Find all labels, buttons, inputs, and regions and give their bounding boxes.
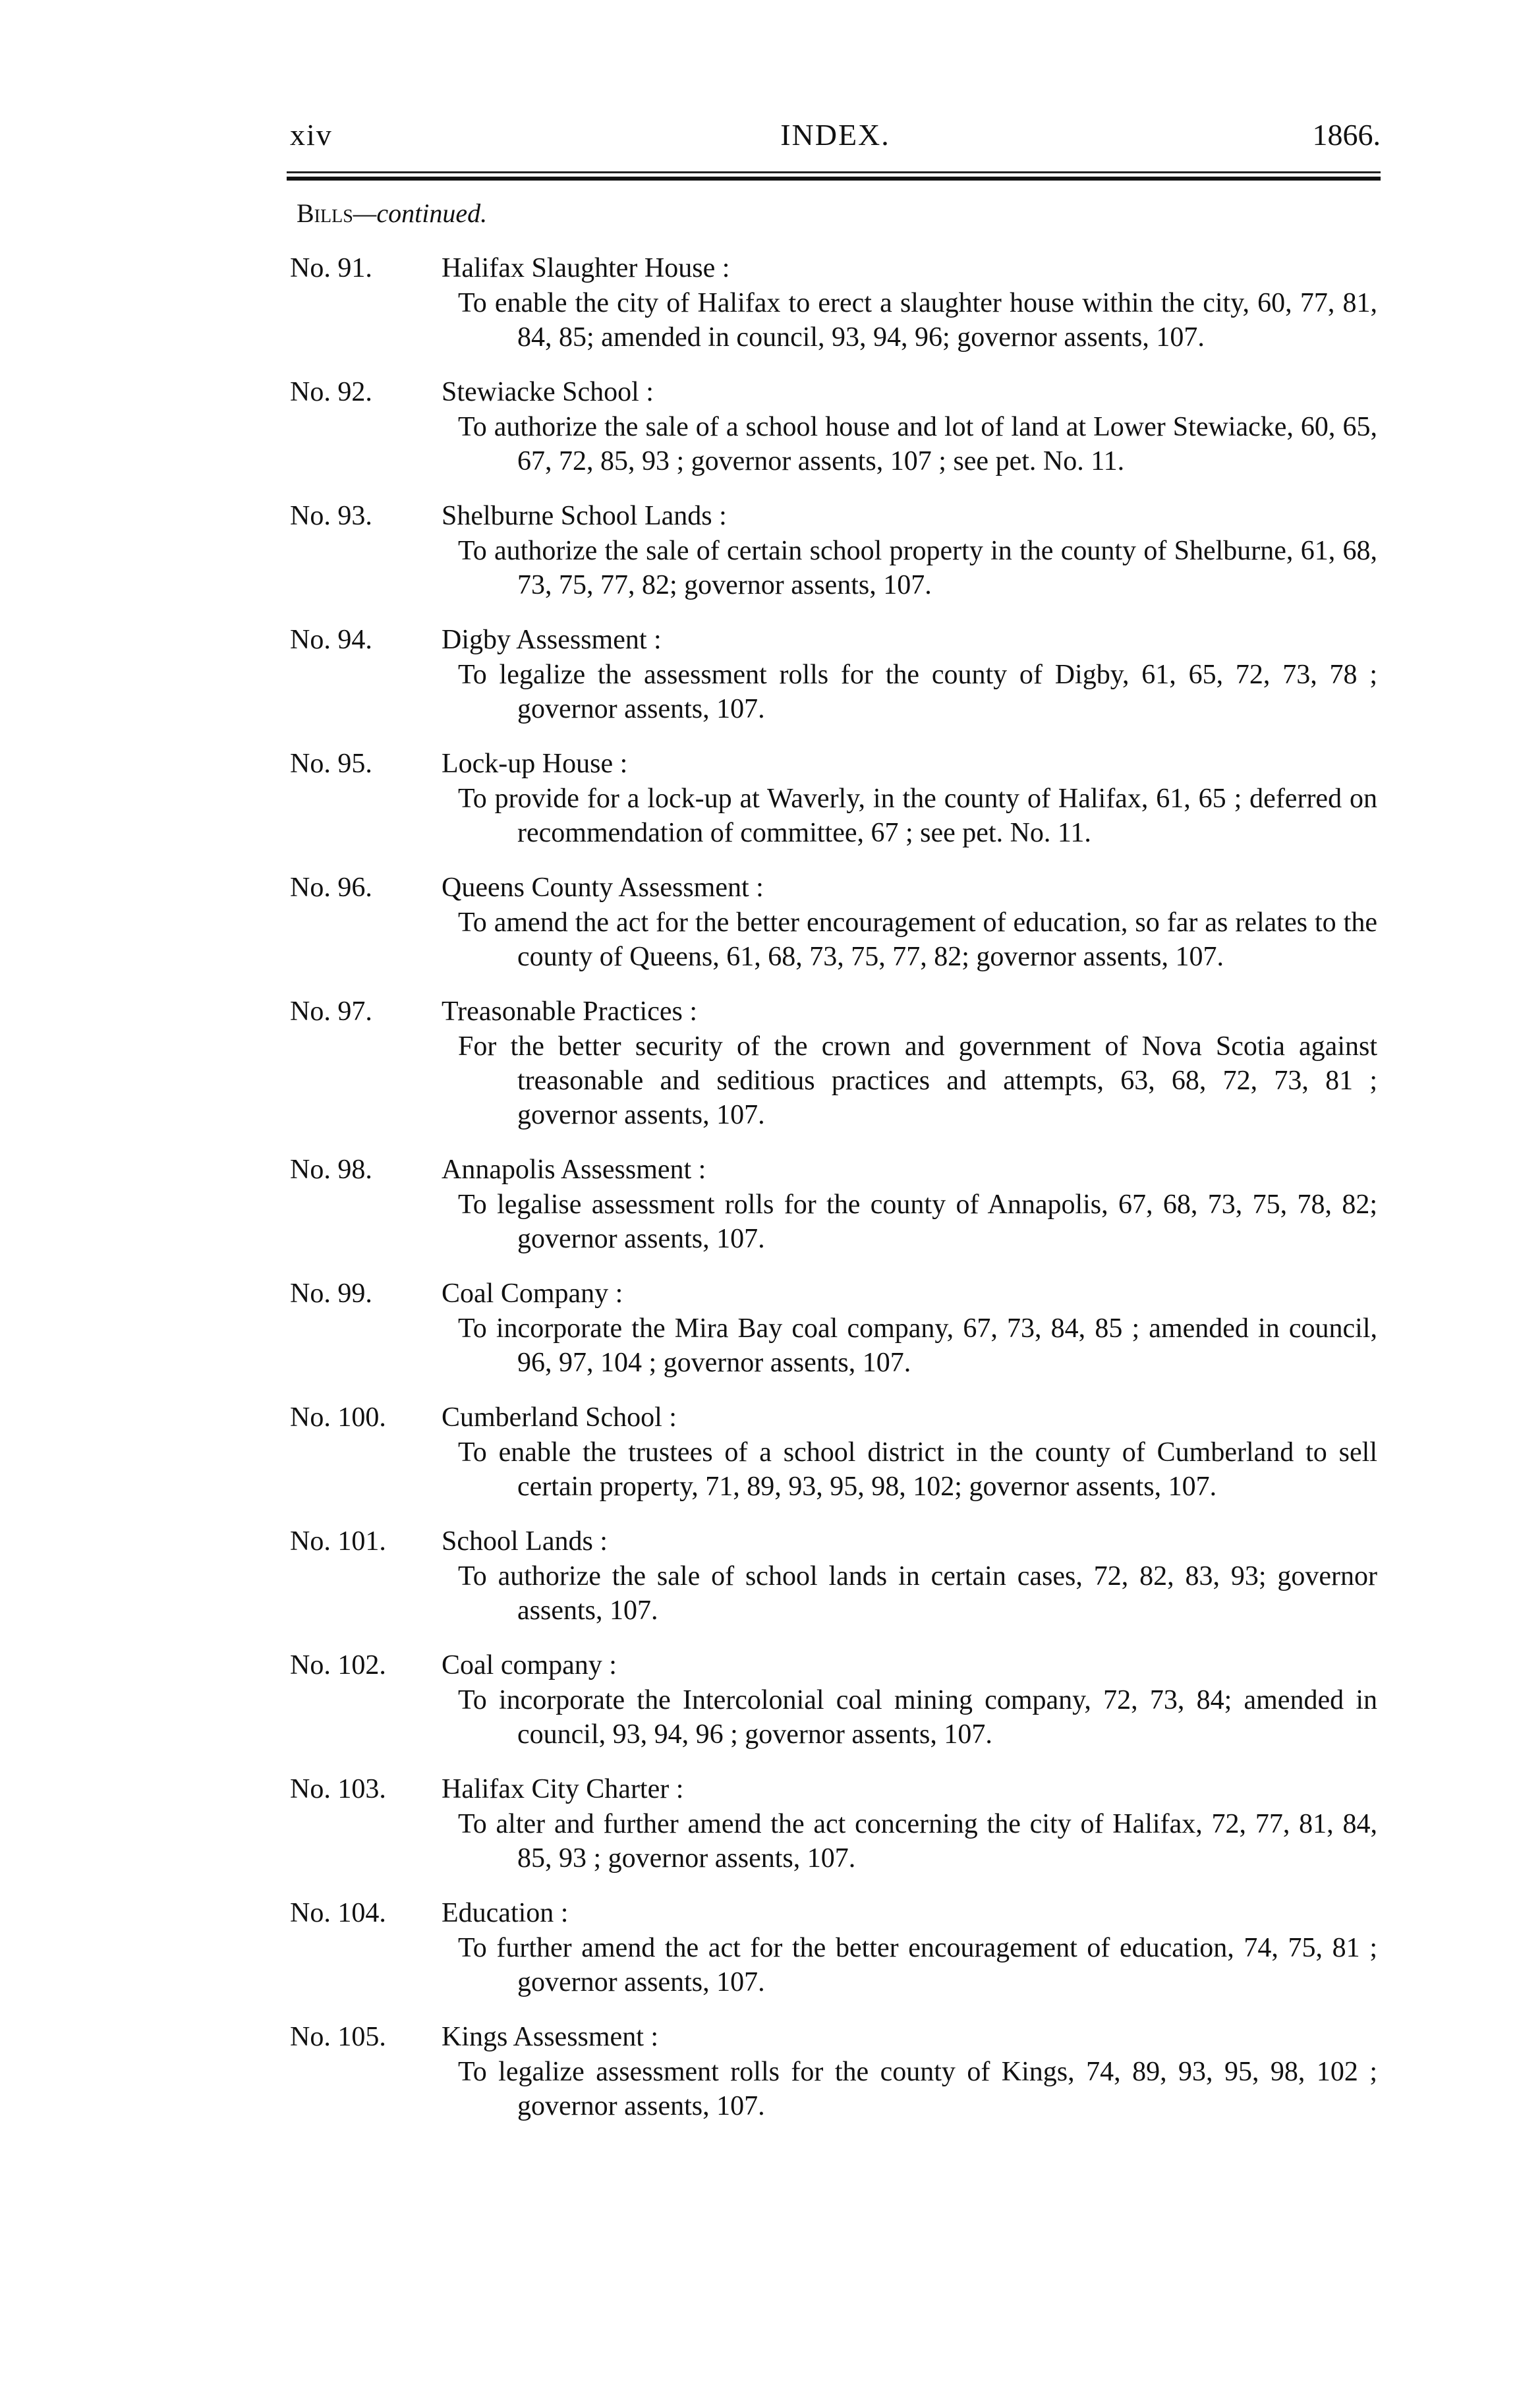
bill-description: To further amend the act for the better encouragement of education, 74, 75, 81 ; governor assents, 107. [458, 1933, 1377, 1997]
bill-heading: Coal company : [442, 1650, 617, 1680]
list-item [290, 870, 1377, 974]
bill-description: To legalize the assessment rolls for the county of Digby, 61, 65, 72, 73, 78 ; governor assents, 107. [458, 660, 1377, 724]
list-item [290, 1895, 1377, 1999]
list-item [290, 1152, 1377, 1256]
section-suffix: —continued. [353, 198, 488, 228]
list-item [290, 374, 1377, 478]
header-rule-thin [287, 171, 1381, 173]
bill-heading: Halifax Slaughter House : [442, 253, 730, 283]
bill-description: For the better security of the crown and government of Nova Scotia against treasonable and seditious practices and attempts, 63, 68, 72, 73, 81 ; governor assents, 107. [458, 1031, 1377, 1130]
bill-number: No. 97. [290, 996, 372, 1027]
bill-number: No. 102. [290, 1650, 386, 1680]
bill-number: No. 105. [290, 2022, 386, 2052]
bill-heading: Halifax City Charter : [442, 1774, 684, 1804]
bill-description: To legalise assessment rolls for the county of Annapolis, 67, 68, 73, 75, 78, 82; governor assents, 107. [458, 1190, 1377, 1254]
bill-number: No. 99. [290, 1278, 372, 1309]
bill-description: To provide for a lock-up at Waverly, in the county of Halifax, 61, 65 ; deferred on recommendation of committee, 67 ; see pet. No. 11. [458, 784, 1377, 848]
bill-description: To incorporate the Intercolonial coal mining company, 72, 73, 84; amended in council, 93, 94, 96 ; governor assents, 107. [458, 1685, 1377, 1750]
page-header [290, 117, 1381, 163]
header-year: 1866. [1312, 118, 1381, 152]
bill-number: No. 95. [290, 749, 372, 779]
page-number: xiv [290, 118, 333, 152]
section-heading [297, 198, 487, 229]
bill-description: To amend the act for the better encouragement of education, so far as relates to the county of Queens, 61, 68, 73, 75, 77, 82; governor assents, 107. [458, 907, 1377, 972]
bill-number: No. 101. [290, 1526, 386, 1557]
bill-number: No. 98. [290, 1155, 372, 1185]
bill-heading: Queens County Assessment : [442, 873, 764, 903]
bill-number: No. 104. [290, 1898, 386, 1928]
bill-description: To authorize the sale of school lands in certain cases, 72, 82, 83, 93; governor assents, 107. [458, 1561, 1377, 1626]
bill-description: To incorporate the Mira Bay coal company, 67, 73, 84, 85 ; amended in council, 96, 97, 104 ; governor assents, 107. [458, 1313, 1377, 1378]
bill-heading: Cumberland School : [442, 1402, 677, 1433]
list-item [290, 1648, 1377, 1752]
bill-heading: Annapolis Assessment : [442, 1155, 706, 1185]
bill-heading: Treasonable Practices : [442, 996, 698, 1027]
bill-heading: School Lands : [442, 1526, 608, 1557]
list-item [290, 2019, 1377, 2123]
bill-description: To authorize the sale of certain school property in the county of Shelburne, 61, 68, 73, 75, 77, 82; governor assents, 107. [458, 536, 1377, 600]
bill-description: To alter and further amend the act concerning the city of Halifax, 72, 77, 81, 84, 85, 93 ; governor assents, 107. [458, 1809, 1377, 1874]
bill-heading: Digby Assessment : [442, 625, 662, 655]
list-item [290, 1524, 1377, 1628]
bill-number: No. 100. [290, 1402, 386, 1433]
list-item [290, 994, 1377, 1132]
bill-heading: Coal Company : [442, 1278, 623, 1309]
bill-number: No. 94. [290, 625, 372, 655]
list-item [290, 622, 1377, 726]
bill-number: No. 93. [290, 501, 372, 531]
page-title: INDEX. [780, 118, 890, 152]
list-item [290, 746, 1377, 850]
bill-heading: Education : [442, 1898, 569, 1928]
list-item [290, 1771, 1377, 1876]
bill-heading: Shelburne School Lands : [442, 501, 727, 531]
bill-number: No. 91. [290, 253, 372, 283]
section-label: Bills [297, 198, 353, 228]
bill-number: No. 96. [290, 873, 372, 903]
bill-description: To legalize assessment rolls for the county of Kings, 74, 89, 93, 95, 98, 102 ; governor assents, 107. [458, 2057, 1377, 2121]
header-rule-thick [287, 177, 1381, 181]
bill-description: To enable the trustees of a school district in the county of Cumberland to sell certain property, 71, 89, 93, 95, 98, 102; governor assents, 107. [458, 1437, 1377, 1502]
bill-number: No. 103. [290, 1774, 386, 1804]
list-item [290, 250, 1377, 355]
list-item [290, 1400, 1377, 1504]
entry-list [290, 250, 1377, 2143]
bill-number: No. 92. [290, 377, 372, 407]
bill-heading: Lock-up House : [442, 749, 628, 779]
bill-heading: Stewiacke School : [442, 377, 654, 407]
list-item [290, 498, 1377, 602]
bill-description: To enable the city of Halifax to erect a slaughter house within the city, 60, 77, 81, 84, 85; amended in council, 93, 94, 96; governor assents, 107. [458, 288, 1377, 353]
bill-description: To authorize the sale of a school house and lot of land at Lower Stewiacke, 60, 65, 67, 72, 85, 93 ; governor assents, 107 ; see pet. No. 11. [458, 412, 1377, 476]
list-item [290, 1276, 1377, 1380]
bill-heading: Kings Assessment : [442, 2022, 659, 2052]
